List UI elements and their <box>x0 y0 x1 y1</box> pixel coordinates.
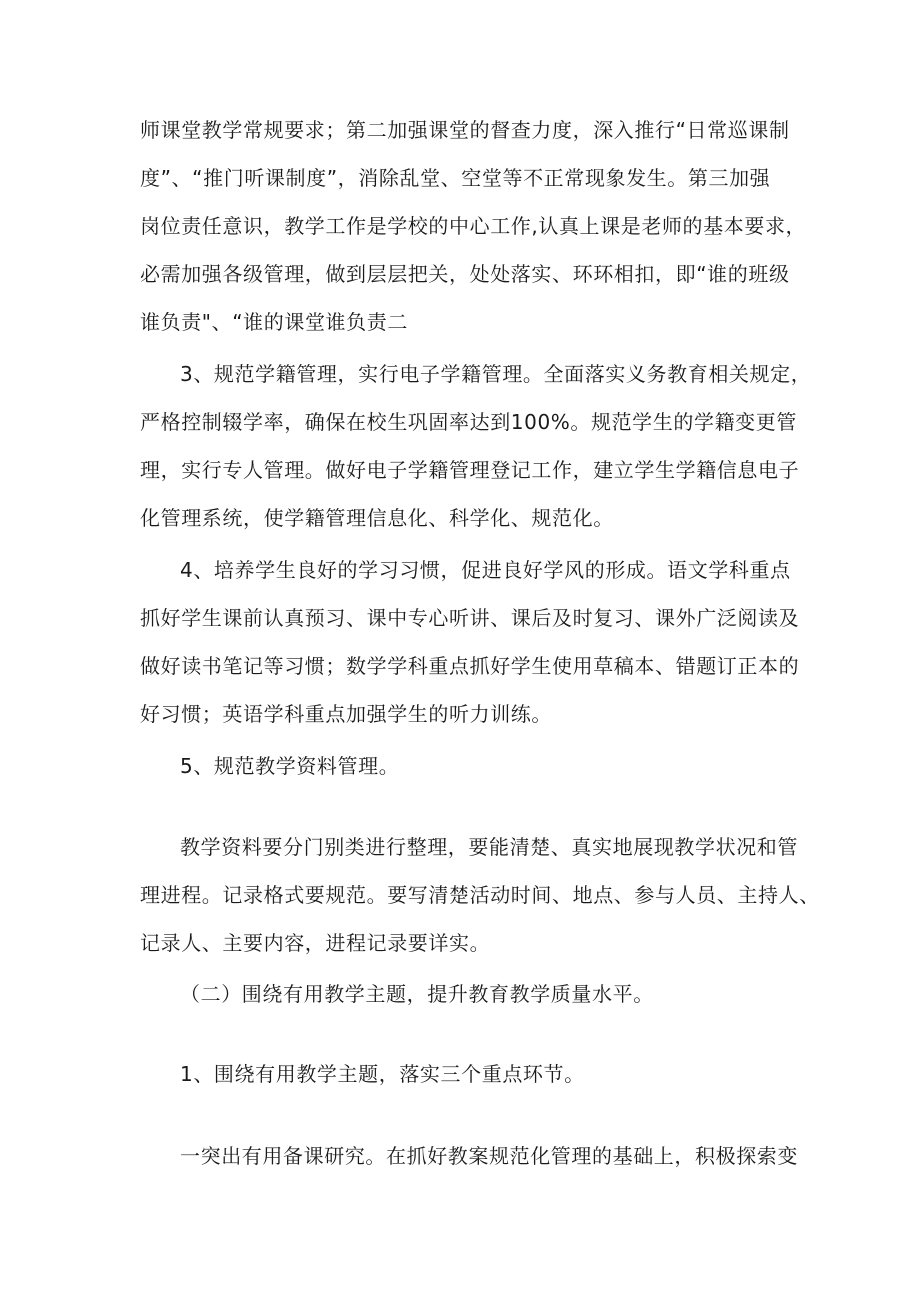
text-line: 好习惯；英语学科重点加强学生的听力训练。 <box>140 702 552 726</box>
text-line: 1、围绕有用教学主题，落实三个重点环节。 <box>180 1062 585 1086</box>
text-line: 理进程。记录格式要规范。要写清楚活动时间、地点、参与人员、主持人、 <box>140 883 820 907</box>
paragraph-materials <box>140 823 820 967</box>
text-line: 做好读书笔记等习惯；数学学科重点抓好学生使用草稿本、错题订正本的 <box>140 654 800 678</box>
text-line: 严格控制辍学率，确保在校生巩固率达到100%。规范学生的学籍变更管 <box>140 410 797 434</box>
paragraph-lesson-prep <box>140 1132 800 1180</box>
text-line: 抓好学生课前认真预习、课中专心听讲、课后及时复习、课外广泛阅读及 <box>140 606 800 630</box>
text-line: 岗位责任意识，教学工作是学校的中心工作,认真上课是老师的基本要求， <box>140 214 807 238</box>
text-line: 记录人、主要内容，进程记录要详实。 <box>140 931 491 955</box>
text-line: （二）围绕有用教学主题，提升教育教学质量水平。 <box>180 982 654 1006</box>
text-line: 5、规范教学资料管理。 <box>180 754 400 778</box>
text-line: 度”、“推门听课制度”，消除乱堂、空堂等不正常现象发生。第三加强 <box>140 166 771 190</box>
text-line: 理，实行专人管理。做好电子学籍管理登记工作，建立学生学籍信息电子 <box>140 458 800 482</box>
text-line: 一突出有用备课研究。在抓好教案规范化管理的基础上，积极探索变 <box>180 1144 798 1168</box>
text-line: 4、培养学生良好的学习习惯，促进良好学风的形成。语文学科重点 <box>180 558 791 582</box>
text-line: 化管理系统，使学籍管理信息化、科学化、规范化。 <box>140 506 614 530</box>
paragraph-item-4 <box>140 546 800 738</box>
text-line: 教学资料要分门别类进行整理，要能清楚、真实地展现教学状况和管 <box>180 835 798 859</box>
paragraph-item-5 <box>140 742 800 790</box>
paragraph-item-3 <box>140 350 812 542</box>
paragraph-continued-requirements <box>140 106 807 346</box>
paragraph-section-2-item-1 <box>140 1050 800 1098</box>
paragraph-section-2-heading <box>140 970 800 1018</box>
text-line: 必需加强各级管理，做到层层把关，处处落实、环环相扣，即“谁的班级 <box>140 262 790 286</box>
text-line: 师课堂教学常规要求；第二加强课堂的督查力度，深入推行“日常巡课制 <box>140 118 790 142</box>
text-line: 谁负责"、“谁的课堂谁负责二 <box>140 310 408 334</box>
text-line: 3、规范学籍管理，实行电子学籍管理。全面落实义务教育相关规定， <box>180 362 812 386</box>
